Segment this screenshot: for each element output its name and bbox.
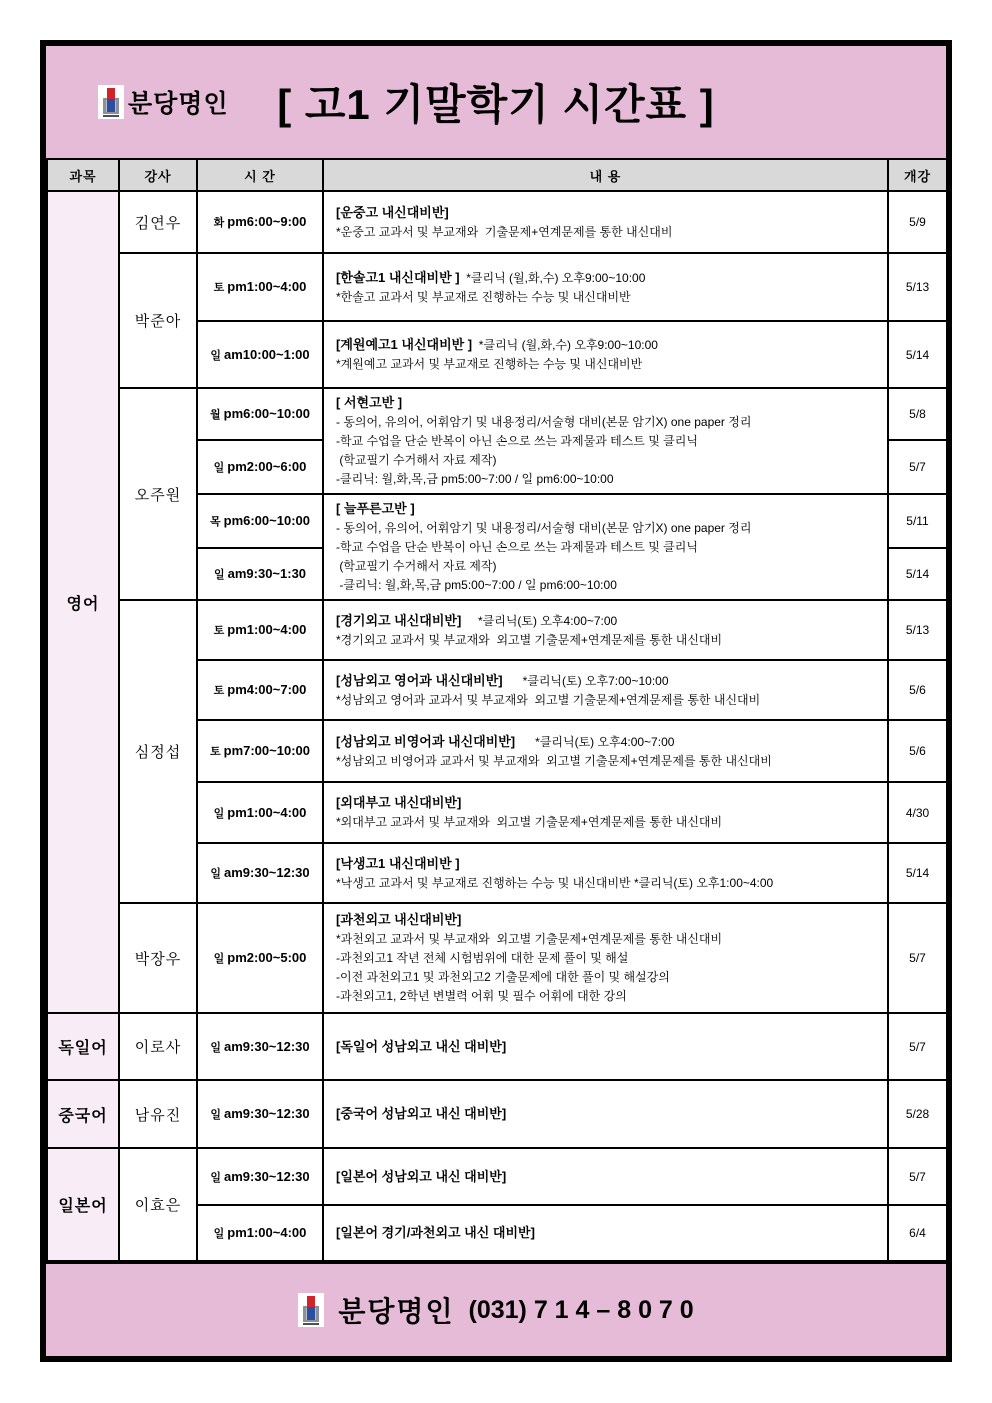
- content-line: *한솔고 교과서 및 부교재로 진행하는 수능 및 내신대비반: [336, 289, 631, 304]
- teacher-cell: 이로사: [119, 1013, 197, 1080]
- content-line: (학교필기 수거해서 자료 제작): [336, 559, 497, 573]
- start-cell: 5/14: [888, 548, 947, 601]
- content-line: [독일어 성남외고 내신 대비반]: [336, 1038, 507, 1054]
- timetable-sheet: [40, 40, 952, 1362]
- time-cell: [197, 548, 323, 601]
- page-title: [ 고1 기말학기 시간표 ]: [277, 81, 715, 128]
- start-cell: 5/13: [888, 253, 947, 321]
- footer-brand-text: 분당명인: [338, 1296, 455, 1327]
- start-cell: 5/13: [888, 600, 947, 660]
- day-label: 토: [213, 685, 225, 697]
- timetable-body: [47, 191, 947, 1261]
- time-cell: [197, 253, 323, 321]
- day-label: 일: [213, 1228, 225, 1240]
- subject-cell: 중국어: [47, 1080, 119, 1148]
- column-header-start: 개강: [888, 159, 947, 191]
- time-cell: [197, 600, 323, 660]
- content-line: [일본어 경기/과천외고 내신 대비반]: [336, 1225, 535, 1240]
- column-header-row: [47, 159, 947, 191]
- teacher-cell: 박준아: [119, 253, 197, 388]
- time-label: pm2:00~6:00: [227, 459, 307, 475]
- day-label: 일: [213, 462, 225, 475]
- brand-text: 분당명인: [128, 90, 229, 118]
- day-label: 일: [210, 349, 221, 362]
- timetable-header: [47, 159, 947, 191]
- content-line: -과천외고1, 2학년 변별력 어휘 및 필수 어휘에 대한 강의: [336, 989, 627, 1003]
- subject-cell: 독일어: [47, 1013, 119, 1080]
- column-header-subject: 과목: [47, 159, 119, 191]
- teacher-cell: 김연우: [119, 191, 197, 253]
- teacher-cell: 이효은: [119, 1148, 197, 1261]
- time-label: am9:30~12:30: [223, 1106, 310, 1121]
- content-cell: [323, 1148, 888, 1205]
- time-label: pm6:00~10:00: [223, 406, 310, 422]
- footer-phone-number: (031) 7 1 4 – 8 0 7 0: [468, 1295, 694, 1324]
- content-cell: [323, 720, 888, 782]
- day-label: 일: [213, 568, 225, 581]
- start-cell: 5/14: [888, 321, 947, 388]
- time-cell: [197, 843, 323, 903]
- content-line: *과천외고 교과서 및 부교재와 외고별 기출문제+연계문제를 통한 내신대비: [336, 932, 723, 946]
- content-line: [ 서현고반 ]: [336, 395, 403, 410]
- time-cell: [197, 440, 323, 494]
- content-cell: [323, 494, 888, 600]
- time-label: pm7:00~10:00: [223, 743, 310, 758]
- content-cell: [323, 253, 888, 321]
- content-line: [과천외고 내신대비반]: [336, 912, 462, 927]
- table-row: [47, 388, 947, 440]
- time-label: pm6:00~9:00: [227, 214, 307, 229]
- day-label: 토: [213, 625, 225, 637]
- day-label: 목: [209, 515, 221, 528]
- header-band: [46, 46, 946, 158]
- table-row: [47, 191, 947, 253]
- day-label: 토: [213, 282, 225, 294]
- time-cell: [197, 903, 323, 1013]
- start-cell: 5/7: [888, 440, 947, 494]
- time-label: am9:30~1:30: [227, 565, 307, 581]
- content-line: - 동의어, 유의어, 어휘암기 및 내용정리/서술형 대비(본문 암기X) one paper 정리: [336, 415, 752, 429]
- start-cell: 4/30: [888, 782, 947, 843]
- content-line: [한솔고1 내신대비반 ] *클리닉 (월,화,수) 오후9:00~10:00: [336, 269, 646, 285]
- table-row: [47, 1013, 947, 1080]
- time-label: am9:30~12:30: [223, 1038, 310, 1054]
- table-row: [47, 1080, 947, 1148]
- day-label: 월: [209, 409, 221, 422]
- table-row: [47, 903, 947, 1013]
- start-cell: 5/6: [888, 720, 947, 782]
- content-cell: [323, 843, 888, 903]
- time-label: pm4:00~7:00: [227, 682, 307, 697]
- table-row: [47, 253, 947, 321]
- content-cell: [323, 321, 888, 388]
- content-line: -이전 과천외고1 및 과천외고2 기출문제에 대한 풀이 및 해설강의: [336, 970, 670, 984]
- footer-band: [46, 1262, 946, 1356]
- content-line: [성남외고 비영어과 내신대비반] *클리닉(토) 오후4:00~7:00: [336, 733, 675, 749]
- time-cell: [197, 388, 323, 440]
- day-label: 일: [213, 807, 225, 820]
- content-cell: [323, 1205, 888, 1261]
- time-cell: [197, 1205, 323, 1261]
- time-label: pm1:00~4:00: [227, 804, 307, 820]
- start-cell: 5/6: [888, 660, 947, 720]
- content-line: [경기외고 내신대비반] *클리닉(토) 오후4:00~7:00: [336, 612, 618, 628]
- content-line: [일본어 성남외고 내신 대비반]: [336, 1168, 507, 1184]
- day-label: 일: [210, 1041, 221, 1054]
- time-cell: [197, 1080, 323, 1148]
- start-cell: 5/28: [888, 1080, 947, 1148]
- content-line: [중국어 성남외고 내신 대비반]: [336, 1106, 507, 1121]
- teacher-cell: 박장우: [119, 903, 197, 1013]
- column-header-time: 시 간: [197, 159, 323, 191]
- content-cell: [323, 660, 888, 720]
- content-line: [외대부고 내신대비반]: [336, 795, 462, 810]
- start-cell: 5/8: [888, 388, 947, 440]
- time-label: am9:30~12:30: [223, 1168, 310, 1184]
- content-line: [낙생고1 내신대비반 ]: [336, 855, 460, 871]
- content-line: *운중고 교과서 및 부교재와 기출문제+연계문제를 통한 내신대비: [336, 224, 673, 239]
- start-cell: 5/7: [888, 1013, 947, 1080]
- content-line: -학교 수업을 단순 반복이 아닌 손으로 쓰는 과제물과 테스트 및 클리닉: [336, 434, 698, 448]
- content-line: - 동의어, 유의어, 어휘암기 및 내용정리/서술형 대비(본문 암기X) one paper 정리: [336, 521, 752, 535]
- content-line: *성남외고 영어과 교과서 및 부교재와 외고별 기출문제+연계문제를 통한 내신대비: [336, 692, 761, 707]
- day-label: 일: [213, 953, 225, 965]
- day-label: 일: [210, 868, 221, 880]
- start-cell: 5/7: [888, 903, 947, 1013]
- content-line: -과천외고1 작년 전체 시험범위에 대한 문제 풀이 및 해설: [336, 951, 629, 965]
- start-cell: 5/14: [888, 843, 947, 903]
- start-cell: 5/7: [888, 1148, 947, 1205]
- time-cell: [197, 660, 323, 720]
- time-label: pm2:00~5:00: [227, 950, 307, 965]
- content-line: (학교필기 수거해서 자료 제작): [336, 453, 497, 467]
- time-cell: [197, 1148, 323, 1205]
- table-row: [47, 600, 947, 660]
- time-label: pm1:00~4:00: [227, 279, 307, 294]
- day-label: 화: [213, 217, 225, 229]
- time-cell: [197, 321, 323, 388]
- content-cell: [323, 782, 888, 843]
- content-line: *경기외고 교과서 및 부교재와 외고별 기출문제+연계문제를 통한 내신대비: [336, 632, 723, 647]
- start-cell: 6/4: [888, 1205, 947, 1261]
- content-line: *외대부고 교과서 및 부교재와 외고별 기출문제+연계문제를 통한 내신대비: [336, 815, 723, 829]
- time-label: pm1:00~4:00: [227, 622, 307, 637]
- content-cell: [323, 1013, 888, 1080]
- teacher-cell: 오주원: [119, 388, 197, 600]
- content-cell: [323, 903, 888, 1013]
- day-label: 일: [210, 1171, 221, 1184]
- content-line: *성남외고 비영어과 교과서 및 부교재와 외고별 기출문제+연계문제를 통한 내신대비: [336, 753, 772, 768]
- content-line: -학교 수업을 단순 반복이 아닌 손으로 쓰는 과제물과 테스트 및 클리닉: [336, 540, 698, 554]
- time-label: am9:30~12:30: [223, 865, 310, 880]
- time-cell: [197, 494, 323, 548]
- content-line: [계원예고1 내신대비반 ] *클리닉 (월,화,수) 오후9:00~10:00: [336, 337, 658, 352]
- content-line: [운중고 내신대비반]: [336, 204, 449, 220]
- time-label: pm1:00~4:00: [227, 1225, 307, 1240]
- teacher-cell: 남유진: [119, 1080, 197, 1148]
- teacher-cell: 심정섭: [119, 600, 197, 903]
- table-row: [47, 1148, 947, 1205]
- day-label: 토: [209, 746, 221, 758]
- content-line: [ 늘푸른고반 ]: [336, 501, 415, 516]
- column-header-content: 내 용: [323, 159, 888, 191]
- start-cell: 5/11: [888, 494, 947, 548]
- content-cell: [323, 191, 888, 253]
- subject-cell: 영어: [47, 191, 119, 1013]
- content-line: *낙생고 교과서 및 부교재로 진행하는 수능 및 내신대비반 *클리닉(토) 오후1:00~4:00: [336, 875, 774, 890]
- content-cell: [323, 1080, 888, 1148]
- time-label: am10:00~1:00: [223, 346, 310, 362]
- time-cell: [197, 720, 323, 782]
- time-cell: [197, 782, 323, 843]
- subject-cell: 일본어: [47, 1148, 119, 1261]
- timetable: [46, 158, 948, 1262]
- content-cell: [323, 388, 888, 494]
- content-line: -클리닉: 월,화,목,금 pm5:00~7:00 / 일 pm6:00~10:00: [336, 472, 614, 486]
- academy-logo-icon-footer: [298, 1293, 324, 1327]
- content-line: -클리닉: 월,화,목,금 pm5:00~7:00 / 일 pm6:00~10:00: [336, 578, 617, 592]
- time-cell: [197, 191, 323, 253]
- day-label: 일: [210, 1109, 221, 1121]
- content-line: [성남외고 영어과 내신대비반] *클리닉(토) 오후7:00~10:00: [336, 672, 669, 688]
- time-cell: [197, 1013, 323, 1080]
- content-line: *계원예고 교과서 및 부교재로 진행하는 수능 및 내신대비반: [336, 357, 643, 371]
- content-cell: [323, 600, 888, 660]
- column-header-teacher: 강사: [119, 159, 197, 191]
- start-cell: 5/9: [888, 191, 947, 253]
- time-label: pm6:00~10:00: [223, 512, 310, 528]
